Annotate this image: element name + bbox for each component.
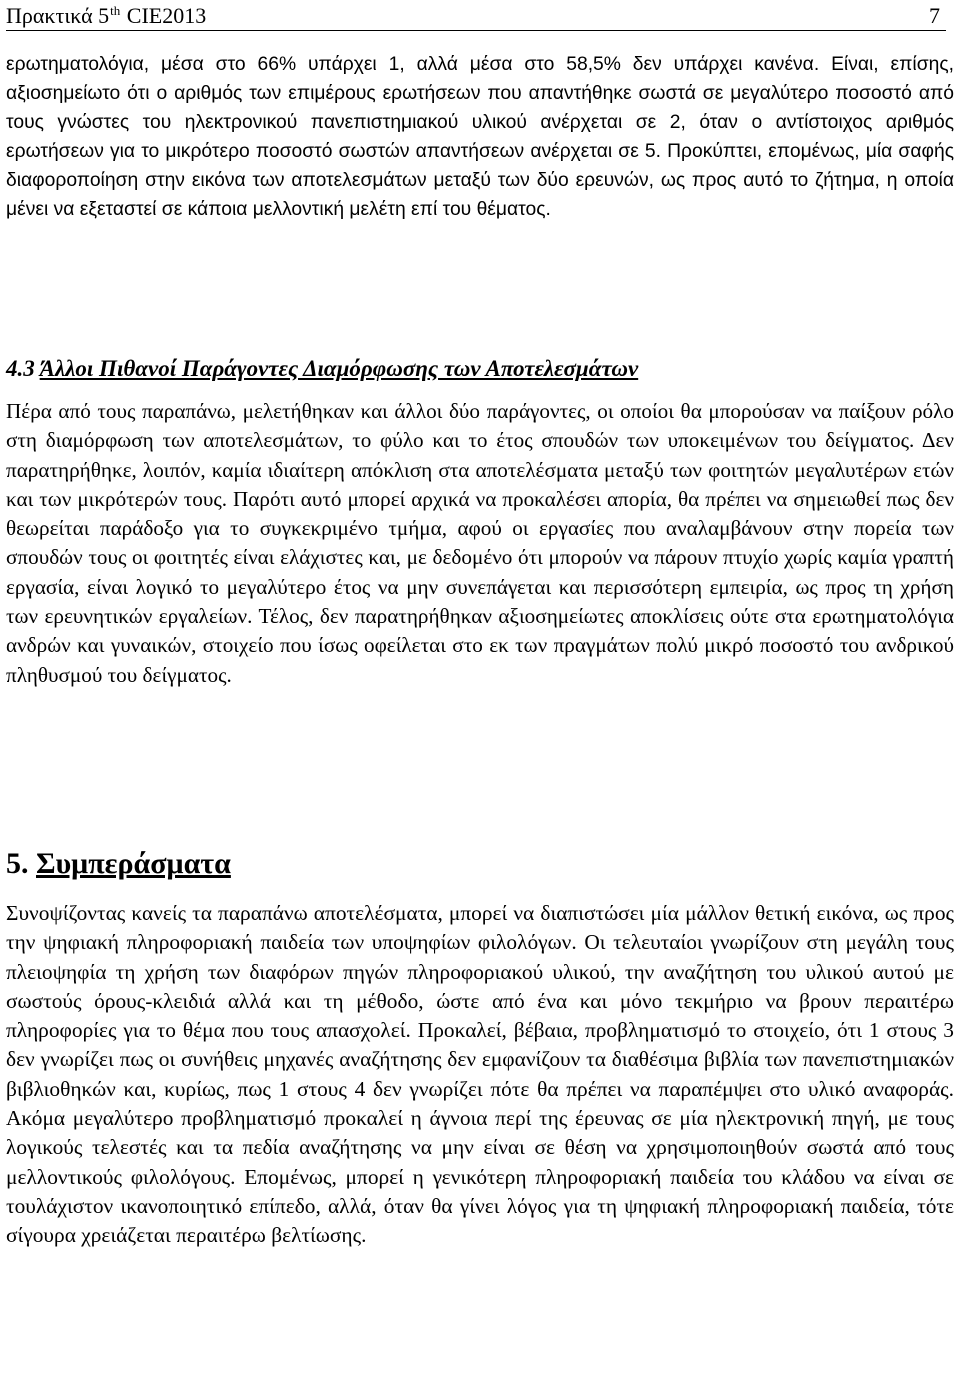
section-5-title: Συμπεράσματα [36, 847, 231, 880]
section-4-3-title: Άλλοι Πιθανοί Παράγοντες Διαμόρφωσης των Αποτελεσμάτων [39, 356, 639, 381]
page-header [6, 0, 946, 31]
section-4-3-number: 4.3 [6, 356, 35, 381]
section-5-heading [6, 846, 231, 882]
running-title-suffix: CIE2013 [126, 3, 207, 28]
section-4-3-paragraph: Πέρα από τους παραπάνω, μελετήθηκαν και άλλοι δύο παράγοντες, οι οποίοι θα μπορούσαν να παίξουν ρόλο στη διαμόρφωση των αποτελεσμάτων, το φύλο και το έτος σπουδών των υποκειμένων του δείγματος. Δεν παρατηρήθηκε, λοιπόν, καμία ιδιαίτερη απόκλιση στα αποτελέσματα μεταξύ των φοιτητών μεγαλυτέρων ετών και των μικρότερών τους. Παρότι αυτό μπορεί αρχικά να προκαλέσει απορία, θα πρέπει να σημειωθεί πως δεν θεωρείται παράδοξο για το συγκεκριμένο τμήμα, αφού οι εργασίες που αναλαμβάνουν στην πορεία των σπουδών τους οι φοιτητές είναι ελάχιστες και, με δεδομένο ότι μπορούν να πάρουν πτυχίο χωρίς καμία γραπτή εργασία, είναι λογικό το μεγαλύτερο έτος να μην συνεπάγεται και περισσότερη εμπειρία, ως προς τη χρήση των ερευνητικών εργαλείων. Τέλος, δεν παρατηρήθηκαν αξιοσημείωτες αποκλίσεις ούτε στα ερωτηματολόγια ανδρών και γυναικών, στοιχείο που ίσως οφείλεται στο εκ των πραγμάτων πολύ μικρό ποσοστό του ανδρικού πληθυσμού του δείγματος. [6, 399, 954, 687]
running-title-superscript: th [110, 3, 121, 18]
running-title [6, 0, 206, 32]
page-number: 7 [929, 3, 940, 28]
section-5-number: 5. [6, 847, 29, 880]
section-4-3-heading [6, 354, 638, 384]
running-title-prefix: Πρακτικά 5 [6, 3, 110, 28]
intro-paragraph: ερωτηματολόγια, μέσα στο 66% υπάρχει 1, αλλά μέσα στο 58,5% δεν υπάρχει κανένα. Είναι, επίσης, αξιοσημείωτο ότι ο αριθμός των επιμέρους ερωτήσεων που απαντήθηκε σωστά σε μεγαλύτερο ποσοστό από τους γνώστες του ηλεκτρονικού πανεπιστημιακού υλικού ανέρχεται σε 2, όταν ο αντίστοιχος αριθμός ερωτήσεων για το μικρότερο ποσοστό σωστών απαντήσεων ανέρχεται σε 5. Προκύπτει, επομένως, μία σαφής διαφοροποίηση στην εικόνα των αποτελεσμάτων μεταξύ των δύο ερευνών, ως προς αυτό το ζήτημα, η οποία μένει να εξεταστεί σε κάποια μελλοντική μελέτη επί του θέματος. [6, 54, 954, 220]
section-5-paragraph: Συνοψίζοντας κανείς τα παραπάνω αποτελέσματα, μπορεί να διαπιστώσει μία μάλλον θετική εικόνα, ως προς την ψηφιακή πληροφοριακή παιδεία των υποψηφίων φιλολόγων. Οι τελευταίοι γνωρίζουν στη μεγάλη τους πλειοψηφία τη χρήση των διαφόρων πηγών πληροφοριακού υλικού, την αναζήτηση του υλικού αυτού με σωστούς όρους-κλειδιά αλλά και τη μέθοδο, ώστε από ένα και μόνο τεκμήριο να βρουν περαιτέρω πληροφορίες για το θέμα που τους απασχολεί. Προκαλεί, βέβαια, προβληματισμό το στοιχείο, ότι 1 στους 3 δεν γνωρίζει πως οι συνήθεις μηχανές αναζήτησης δεν εμφανίζουν τα διαθέσιμα βιβλία των πανεπιστημιακών βιβλιοθηκών και, κυρίως, πως 1 στους 4 δεν γνωρίζει πότε θα πρέπει να παραπέμψει στο υλικό αναφοράς. Ακόμα μεγαλύτερο προβληματισμό προκαλεί η άγνοια περί της έρευνας σε μία ηλεκτρονική πηγή, με τους λογικούς τελεστές και τα πεδία αναζήτησης να μην είναι σε θέση να χρησιμοποιηθούν σωστά από τους μελλοντικούς φιλολόγους. Επομένως, μπορεί η γενικότερη πληροφοριακή παιδεία του κλάδου να είναι σε τουλάχιστον ικανοποιητικό επίπεδο, αλλά, όταν θα γίνει λόγος για τη ψηφιακή πληροφοριακή παιδεία, τότε σίγουρα χρειάζεται περαιτέρω βελτίωσης. [6, 901, 954, 1248]
